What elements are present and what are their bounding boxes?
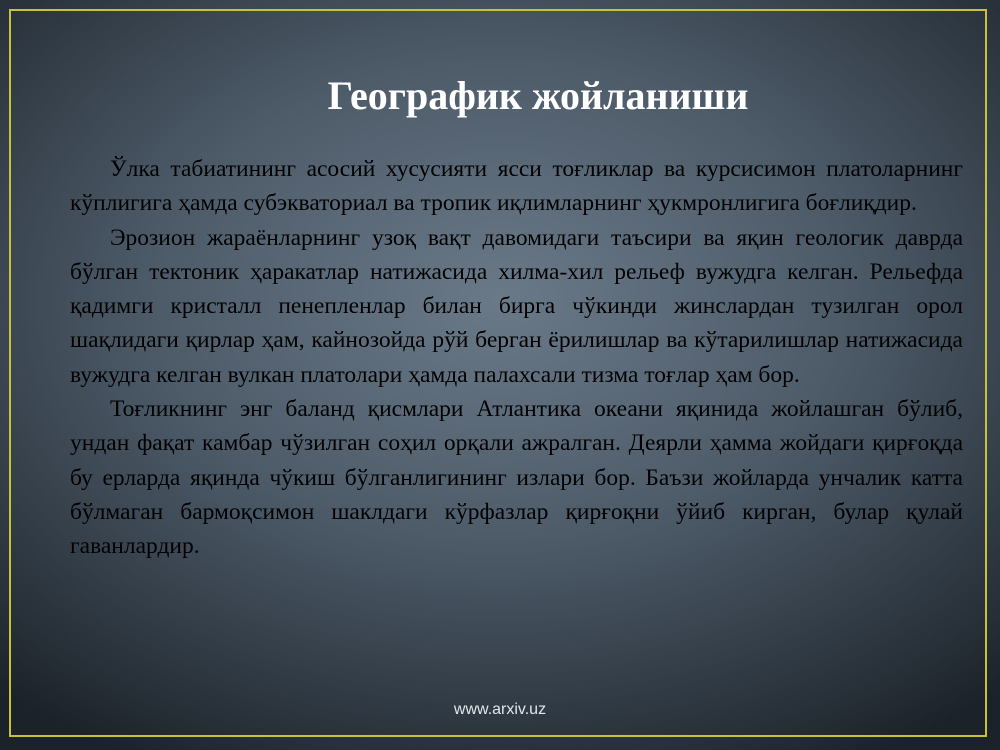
slide-title: Географик жойланиши — [327, 73, 749, 118]
slide-body — [70, 152, 963, 564]
paragraph-3: Тоғликнинг энг баланд қисмлари Атлантика океани яқинида жойлашган бўлиб, ундан фақат камбар чўзилган соҳил орқали ажралган. Деярли ҳамма жойдаги қирғоқда бу ерларда яқинда чўкиш бўлганлигининг излари бор. Баъзи жойларда унчалик катта бўлмаган бармоқсимон шаклдаги кўрфазлар қирғоқни ўйиб кирган, булар қулай гаванлардир. — [70, 396, 963, 560]
paragraph-1: Ўлка табиатининг асосий хусусияти ясси тоғликлар ва курсисимон платоларнинг кўплигига ҳамда субэкваториал ва тропик иқлимларнинг ҳукмронлигига боғлиқдир. — [70, 156, 963, 217]
footer-url: www.arxiv.uz — [453, 701, 547, 718]
paragraph-2: Эрозион жараёнларнинг узоқ вақт давомидаги таъсири ва яқин геологик даврда бўлган тектоник ҳаракатлар натижасида хилма-хил рельеф вужудга келган. Рельефда қадимги кристалл пенепленлар билан бирга чўкинди жинслардан тузилган орол шақлидаги қирлар ҳам, кайнозойда рўй берган ёрилишлар ва кўтарилишлар натижасида вужудга келган вулкан платолари ҳамда палахсали тизма тоғлар ҳам бор. — [70, 224, 963, 388]
